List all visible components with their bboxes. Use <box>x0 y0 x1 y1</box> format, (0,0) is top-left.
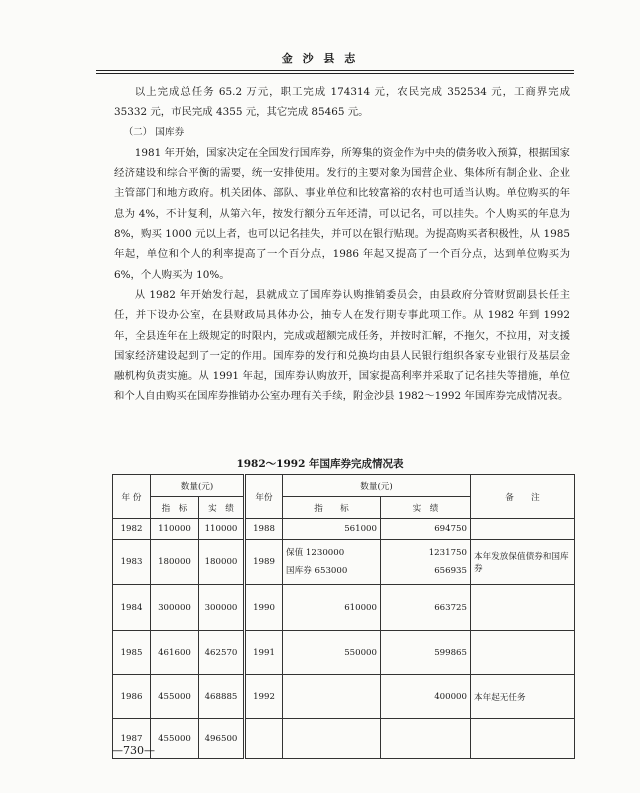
table-row <box>113 540 575 585</box>
cell-year: 1987 <box>113 719 151 759</box>
cell-target-2: 550000 <box>283 631 381 675</box>
cell-actual-2: 663725 <box>381 585 471 631</box>
header-remarks: 备 注 <box>471 475 575 519</box>
cell-target-2 <box>283 675 381 719</box>
paragraph: 从 1982 年开始发行起，县就成立了国库券认购推销委员会，由县政府分管财贸副县长任主任，并下设办公室，在县财政局具体办公，抽专人在发行期专事此项工作。从 1982 年到 1992 年，全县连年在上级规定的时限内，完成或超额完成任务，并按时汇解，不拖欠，不拉用，对支援国家经济建设起到了一定的作用。国库券的发行和兑换均由县人民银行组织各家专业银行及基层金融机构负责实施。从 1991 年起，国库券认购放开，国家提高利率并采取了记名挂失等措施，单位和个人自由购买在国库券推销办公室办理有关手续，附金沙县 1982～1992 年国库券完成情况表。 <box>114 288 570 403</box>
table-row <box>113 719 575 759</box>
cell-year: 1985 <box>113 631 151 675</box>
cell-actual-2: 400000 <box>381 675 471 719</box>
header-year-2: 年份 <box>245 475 283 519</box>
cell-remarks <box>471 719 575 759</box>
running-header: 金 沙 县 志 <box>281 52 359 65</box>
header-actual: 实 绩 <box>199 497 245 519</box>
cell-year: 1984 <box>113 585 151 631</box>
cell-actual: 180000 <box>199 540 245 585</box>
header-actual-2: 实 绩 <box>381 497 471 519</box>
cell-year-2: 1991 <box>245 631 283 675</box>
cell-target-2: 610000 <box>283 585 381 631</box>
page-number: —730— <box>112 744 155 757</box>
cell-target: 455000 <box>151 719 199 759</box>
cell-year: 1983 <box>113 540 151 585</box>
cell-actual-2 <box>381 719 471 759</box>
table-row <box>113 519 575 540</box>
cell-year: 1986 <box>113 675 151 719</box>
cell-actual-2 <box>381 540 471 585</box>
header-target-2: 指 标 <box>283 497 381 519</box>
header-rule-thick <box>96 73 574 74</box>
cell-year-2 <box>245 719 283 759</box>
cell-remarks <box>471 631 575 675</box>
cell-remarks: 本年发放保值债券和国库券 <box>471 540 575 585</box>
cell-remarks: 本年起无任务 <box>471 675 575 719</box>
cell-actual: 496500 <box>199 719 245 759</box>
cell-actual: 462570 <box>199 631 245 675</box>
table-row <box>113 585 575 631</box>
header-amount: 数量(元) <box>151 475 245 497</box>
paragraph: 以上完成总任务 65.2 万元，职工完成 174314 元，农民完成 352534 元，工商界完成 35332 元，市民完成 4355 元，其它完成 85465 元。 <box>114 86 570 119</box>
cell-target: 110000 <box>151 519 199 540</box>
bond-completion-table <box>112 474 575 759</box>
cell-target-2 <box>283 540 381 585</box>
cell-actual-2: 599865 <box>381 631 471 675</box>
table-row <box>113 675 575 719</box>
cell-remarks <box>471 585 575 631</box>
cell-target: 300000 <box>151 585 199 631</box>
cell-actual: 110000 <box>199 519 245 540</box>
cell-year: 1982 <box>113 519 151 540</box>
header-amount-2: 数量(元) <box>283 475 471 497</box>
cell-target-2: 561000 <box>283 519 381 540</box>
cell-actual: 468885 <box>199 675 245 719</box>
cell-year-2: 1992 <box>245 675 283 719</box>
section-subheading: （二） 国库券 <box>123 126 185 138</box>
cell-target: 455000 <box>151 675 199 719</box>
cell-year-2: 1989 <box>245 540 283 585</box>
paragraph: 1981 年开始，国家决定在全国发行国库券，所筹集的资金作为中央的债务收入预算，根据国家经济建设和综合平衡的需要，统一安排使用。发行的主要对象为国营企业、集体所有制企业、企业主管部门和地方政府。机关团体、部队、事业单位和比较富裕的农村也可适当认购。单位购买的年息为 4%，不计复利，从第六年，按发行额分五年还清，可以记名，可以挂失。个人购买的年息为 8%，购买 1000 元以上者，也可以记名挂失，并可以在银行贴现。为提高购买者积极性，从 1985 年起，单位和个人的利率提高了一个百分点，1986 年起又提高了一个百分点，达到单位购买为 6%，个人购买为 10%。 <box>114 146 570 281</box>
header-target: 指 标 <box>151 497 199 519</box>
cell-actual-2: 694750 <box>381 519 471 540</box>
table-row <box>113 631 575 675</box>
body-text <box>114 82 570 407</box>
cell-actual: 300000 <box>199 585 245 631</box>
cell-year-2: 1988 <box>245 519 283 540</box>
cell-year-2: 1990 <box>245 585 283 631</box>
cell-remarks <box>471 519 575 540</box>
header-year: 年 份 <box>113 475 151 519</box>
cell-actual-treasury: 656935 <box>434 566 467 576</box>
cell-actual-guaranteed: 1231750 <box>428 548 467 558</box>
cell-target-guaranteed: 保值 1230000 <box>286 548 345 558</box>
cell-target: 180000 <box>151 540 199 585</box>
cell-target: 461600 <box>151 631 199 675</box>
cell-target-treasury: 国库券 653000 <box>286 566 348 576</box>
cell-target-2 <box>283 719 381 759</box>
header-rule <box>96 70 574 71</box>
table-title: 1982～1992 年国库券完成情况表 <box>236 458 404 470</box>
